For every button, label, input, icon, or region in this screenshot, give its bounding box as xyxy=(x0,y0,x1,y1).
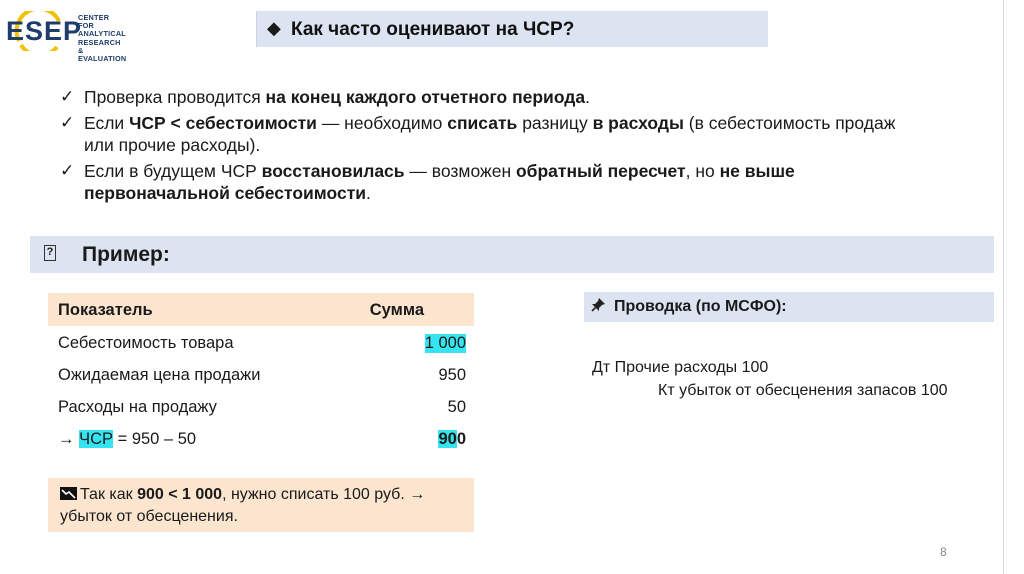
row-value: 1 000 xyxy=(424,334,466,352)
row-value: 50 xyxy=(447,398,466,416)
example-heading: Пример: xyxy=(82,243,170,266)
posting-header-bar xyxy=(584,292,994,322)
checkmark-icon: ✓ xyxy=(60,161,75,180)
diamond-icon: ◆ xyxy=(267,18,281,38)
chart-down-icon xyxy=(60,487,77,500)
nrv-highlight: ЧСР xyxy=(79,430,114,448)
posting-debit-line: Дт Прочие расходы 100 xyxy=(592,359,769,376)
row-value: 950 xyxy=(438,366,466,384)
example-table xyxy=(48,293,474,454)
row-label: → ЧСР = 950 – 50 xyxy=(58,430,197,448)
table-header-row xyxy=(48,293,474,326)
row-label: Ожидаемая цена продажи xyxy=(58,366,261,384)
column-header-indicator: Показатель xyxy=(58,301,153,319)
esep-logo xyxy=(6,8,127,64)
bullet-item: ✓ Если в будущем ЧСР восстановилась — возможен обратный пересчет, но не выше первоначальной себестоимости. xyxy=(60,161,795,203)
logo-word: ESEP xyxy=(6,16,83,46)
table-row xyxy=(48,326,474,358)
column-header-amount: Сумма xyxy=(369,301,424,319)
slide-right-border xyxy=(1003,0,1004,574)
row-value: 900 xyxy=(438,430,466,448)
checkmark-icon: ✓ xyxy=(60,113,75,132)
row-label: Себестоимость товара xyxy=(58,334,234,352)
row-label: Расходы на продажу xyxy=(58,398,217,416)
table-row-result xyxy=(48,422,474,454)
example-header-bar xyxy=(30,236,994,273)
bullet-item: ✓ Проверка проводится на конец каждого отчетного периода. xyxy=(60,87,590,107)
pushpin-icon xyxy=(590,297,606,318)
bullet-item: ✓ Если ЧСР < себестоимости — необходимо списать разницу в расходы (в себестоимость продаж или прочие расходы). xyxy=(60,113,896,155)
bullet-list xyxy=(60,86,920,208)
checkmark-icon: ✓ xyxy=(60,87,75,106)
table-row xyxy=(48,358,474,390)
posting-credit-line: Кт убыток от обесценения запасов 100 xyxy=(658,382,948,399)
slide-title: Как часто оценивают на ЧСР? xyxy=(291,19,575,40)
table-row xyxy=(48,390,474,422)
conclusion-note: Так как 900 < 1 000, нужно списать 100 руб. → убыток от обесценения. xyxy=(48,478,474,532)
unknown-glyph-icon: ? xyxy=(44,245,56,261)
posting-title: Проводка (по МСФО): xyxy=(614,298,787,315)
page-number: 8 xyxy=(940,545,947,559)
logo-subtitle: CENTER FOR ANALYTICAL RESEARCH & EVALUATION xyxy=(78,13,127,64)
slide-title-bar xyxy=(256,11,768,47)
